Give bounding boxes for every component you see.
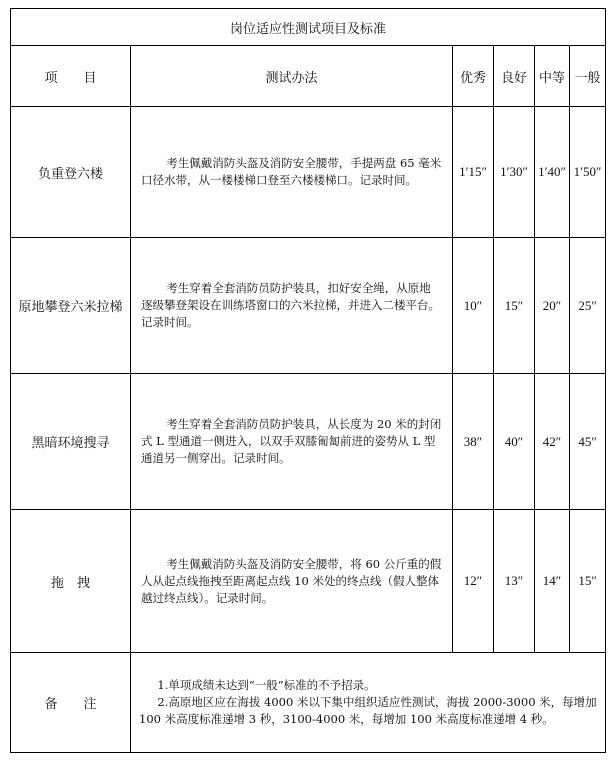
score-average: 25″ — [570, 238, 606, 374]
row-item: 原地攀登六米拉梯 — [11, 238, 131, 374]
row-item: 黑暗环境搜寻 — [11, 374, 131, 510]
row-method — [131, 238, 453, 374]
row-method-text: 考生穿着全套消防员防护装具，扣好安全绳，从原地逐级攀登架设在训练塔窗口的六米拉梯，并进入二楼平台。记录时间。 — [141, 281, 440, 329]
row-method — [131, 107, 453, 238]
score-medium: 20″ — [535, 238, 570, 374]
score-average: 15″ — [570, 510, 606, 653]
score-excellent: 10″ — [453, 238, 494, 374]
header-method: 测试办法 — [131, 46, 453, 107]
score-average: 45″ — [570, 374, 606, 510]
row-method — [131, 374, 453, 510]
header-row — [11, 46, 606, 107]
standards-table — [10, 8, 606, 753]
score-excellent: 1′15″ — [453, 107, 494, 238]
row-method-text: 考生穿着全套消防员防护装具，从长度为 20 米的封闭式 L 型通道一侧进入，以双手双膝匍匐前进的姿势从 L 型通道另一侧穿出。记录时间。 — [141, 417, 442, 465]
score-average: 1′50″ — [570, 107, 606, 238]
notes-content — [131, 653, 606, 753]
score-good: 40″ — [494, 374, 535, 510]
notes-label: 备 注 — [11, 653, 131, 753]
row-method — [131, 510, 453, 653]
table-row — [11, 107, 606, 238]
header-good: 良好 — [494, 46, 535, 107]
score-excellent: 12″ — [453, 510, 494, 653]
title-row — [11, 9, 606, 46]
score-medium: 42″ — [535, 374, 570, 510]
score-good: 1′30″ — [494, 107, 535, 238]
note-item: 2.高原地区应在海拔 4000 米以下集中组织适应性测试，海拔 2000-3000 米，每增加 100 米高度标准递增 3 秒，3100-4000 米，每增加 100 米高度标准递增 4 秒。 — [139, 695, 597, 726]
row-item: 拖 拽 — [11, 510, 131, 653]
notes-row — [11, 653, 606, 753]
header-medium: 中等 — [535, 46, 570, 107]
table-row — [11, 510, 606, 653]
score-medium: 14″ — [535, 510, 570, 653]
score-excellent: 38″ — [453, 374, 494, 510]
table-row — [11, 238, 606, 374]
row-method-text: 考生佩戴消防头盔及消防安全腰带，将 60 公斤重的假人从起点线拖拽至距离起点线 10 米处的终点线（假人整体越过终点线）。记录时间。 — [141, 556, 442, 605]
header-average: 一般 — [570, 46, 606, 107]
row-item: 负重登六楼 — [11, 107, 131, 238]
header-item: 项 目 — [11, 46, 131, 107]
score-medium: 1′40″ — [535, 107, 570, 238]
row-method-text: 考生佩戴消防头盔及消防安全腰带，手提两盘 65 毫米口径水带，从一楼楼梯口登至六楼楼梯口。记录时间。 — [141, 156, 442, 187]
table-row — [11, 374, 606, 510]
score-good: 13″ — [494, 510, 535, 653]
table-title: 岗位适应性测试项目及标准 — [11, 9, 606, 46]
note-item: 1.单项成绩未达到“一般”标准的不予招录。 — [157, 678, 376, 692]
score-good: 15″ — [494, 238, 535, 374]
header-excellent: 优秀 — [453, 46, 494, 107]
